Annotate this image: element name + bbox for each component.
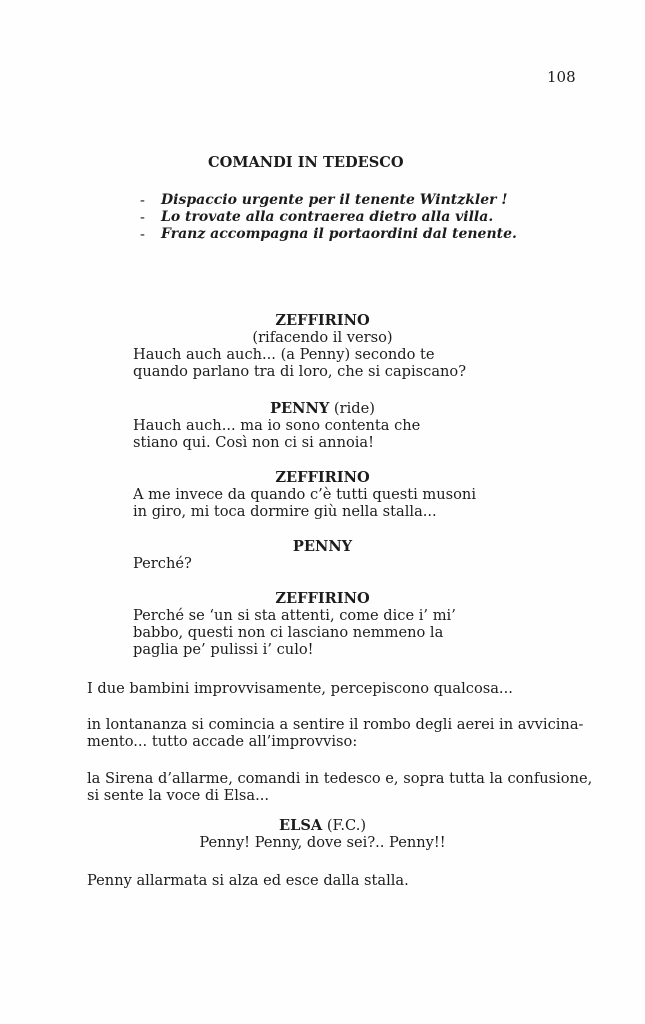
dialogue-line: quando parlano tra di loro, che si capiscano? — [133, 363, 467, 380]
dialogue-line: Penny! Penny, dove sei?.. Penny!! — [199, 834, 446, 851]
stage-direction: (rifacendo il verso) — [252, 329, 393, 346]
dialogue-line: in giro, mi toca dormire giù nella stalla... — [133, 503, 437, 520]
speaker-heading — [0, 817, 645, 834]
narration-line: la Sirena d’allarme, comandi in tedesco e, sopra tutta la confusione, — [87, 770, 593, 787]
speaker-name: PENNY — [292, 538, 353, 555]
narration-line: I due bambini improvvisamente, percepiscono qualcosa... — [87, 680, 513, 697]
speaker-name: ZEFFIRINO — [275, 469, 370, 486]
bullet: - — [140, 192, 145, 209]
page-number: 108 — [547, 68, 576, 86]
stage-direction: (ride) — [333, 400, 375, 417]
narration-line: in lontananza si comincia a sentire il rombo degli aerei in avvicina- — [87, 716, 584, 733]
narration-line: mento... tutto accade all’improvviso: — [87, 733, 358, 750]
dialogue-line: babbo, questi non ci lasciano nemmeno la — [133, 624, 444, 641]
dialogue-line: A me invece da quando c’è tutti questi musoni — [133, 486, 476, 503]
bullet: - — [140, 209, 145, 226]
narration-line: si sente la voce di Elsa... — [87, 787, 270, 804]
dialogue-line: stiano qui. Così non ci si annoia! — [133, 434, 374, 451]
speaker-name: ZEFFIRINO — [275, 590, 370, 607]
section-heading: COMANDI IN TEDESCO — [208, 154, 404, 171]
command-line: Dispaccio urgente per il tenente Wintzkler ! — [161, 192, 508, 208]
command-line: Franz accompagna il portaordini dal tenente. — [161, 226, 517, 242]
dialogue-line: Hauch auch auch... (a Penny) secondo te — [133, 346, 435, 363]
stage-direction: (F.C.) — [326, 817, 367, 834]
speaker-name: ELSA — [278, 817, 323, 834]
bullet: - — [140, 226, 145, 243]
speaker-name: ZEFFIRINO — [275, 312, 370, 329]
dialogue-line: Perché? — [133, 555, 192, 572]
speaker-name: PENNY — [270, 400, 330, 417]
dialogue-line: Perché se ‘un si sta attenti, come dice i’ mi’ — [133, 607, 456, 624]
dialogue-line: paglia pe’ pulissi i’ culo! — [133, 641, 314, 658]
command-line: Lo trovate alla contraerea dietro alla villa. — [161, 209, 494, 225]
narration-line: Penny allarmata si alza ed esce dalla stalla. — [87, 872, 409, 889]
speaker-heading — [0, 400, 645, 417]
dialogue-line: Hauch auch... ma io sono contenta che — [133, 417, 421, 434]
